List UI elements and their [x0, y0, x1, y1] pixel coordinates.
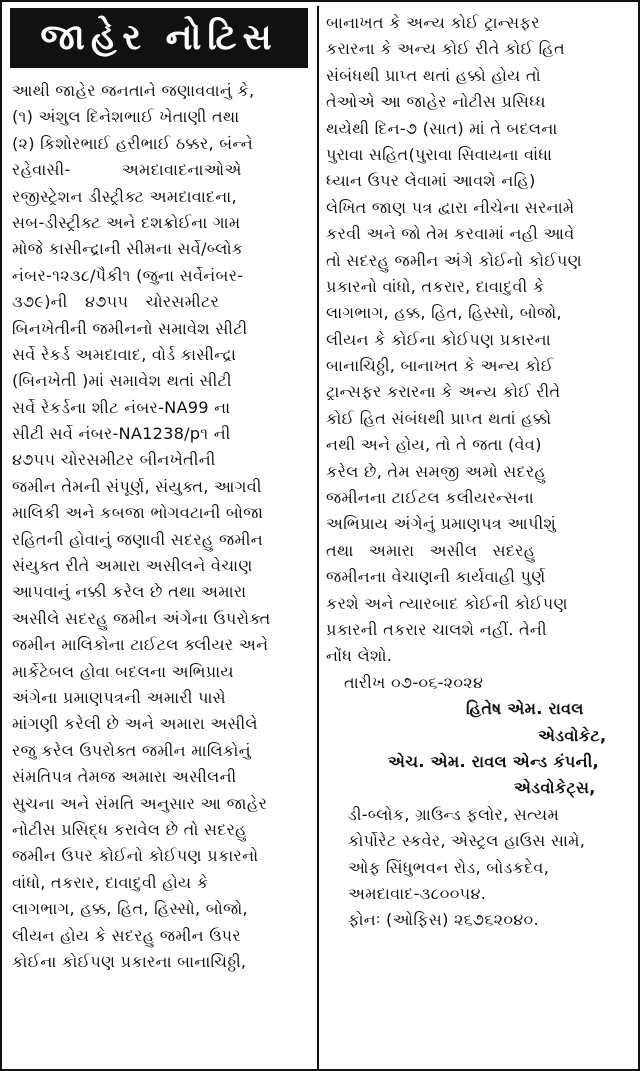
body-line: થયેથી દિન-૭ (સાત) માં તે બદલના: [326, 118, 558, 138]
office-phone: ફોનઃ (ઓફિસ) ૨૬૭૬૨૦૪૦.: [348, 910, 539, 930]
body-line: નથી અને હોય, તો તે જતા (વેવ): [326, 435, 542, 455]
notice-date: તારીખ ૦૭-૦૬-૨૦૨૪: [344, 672, 484, 692]
address-line: ડી-બ્લોક, ગ્રાઉન્ડ ફલોર, સત્યમ: [348, 804, 560, 824]
body-line: પ્રકારની તકરાર ચાલશે નહીં. તેની: [326, 619, 547, 639]
body-line: સીટી સર્વે નંબર-NA1238/p૧ ની: [12, 424, 231, 444]
body-line: (બિનખેતી )માં સમાવેશ થતાં સીટી: [12, 371, 232, 391]
body-line: જમીનના ટાઈટલ કલીયરન્સના: [326, 488, 534, 508]
body-line: લાગભાગ, હક્ક, હિત, હિસ્સો, બોજો,: [326, 303, 562, 323]
body-line: જમીન ઉપર કોઈનો કોઈપણ પ્રકારનો: [12, 846, 259, 866]
body-line: નંબર-૧૨૩૮/પૈકી૧ (જુના સર્વેનંબર-: [12, 265, 244, 285]
body-line: લેખિત જાણ પત્ર દ્વારા નીચેના સરનામે: [326, 197, 575, 217]
body-line: કોઈ હિત સંબંધથી પ્રાપ્ત થતાં હક્કો: [326, 408, 552, 428]
body-line: રજુ કરેલ ઉપરોક્ત જમીન માલિકોનું: [12, 740, 251, 760]
body-line: અભિપ્રાય અંગેનું પ્રમાણપત્ર આપીશું: [326, 514, 557, 534]
body-line: નોંધ લેશો.: [326, 646, 393, 666]
body-line: સંયુક્ત રીતે અમારા અસીલને વેચાણ: [12, 556, 253, 576]
body-line: કરારના કે અન્ય કોઈ રીતે કોઈ હિત: [326, 39, 565, 59]
body-line: માર્કેટેબલ હોવા બદલના અભિપ્રાય: [12, 661, 234, 681]
body-line: જમીન તેમની સંપૂર્ણ, સંયુક્ત, આગવી: [12, 476, 262, 496]
body-line: રહિતની હોવાનું જણાવી સદરહુ જમીન: [12, 529, 263, 549]
body-line: પ્રકારનો વાંધો, તકરાર, દાવાદુવી કે: [326, 276, 545, 296]
body-line: રહેવાસી- અમદાવાદનાઓએ: [12, 160, 242, 180]
body-line: બાનાચિઠ્ઠી, બાનાખત કે અન્ય કોઈ: [326, 356, 554, 376]
left-column: [12, 78, 312, 975]
notice-title: જાહેર નોટિસ: [40, 17, 278, 58]
body-line: જમીનના વેચાણની કાર્યવાહી પુર્ણ: [326, 567, 546, 587]
body-line: તથા અમારા અસીલ સદરહુ: [326, 540, 536, 560]
body-line: સુચના અને સંમતિ અનુસાર આ જાહેર: [12, 793, 268, 813]
body-line: કોઈના કોઈપણ પ્રકારના બાનાચિઠ્ઠી,: [12, 951, 247, 971]
right-column: [326, 10, 634, 934]
body-line: પુરાવા સહિત(પુરાવા સિવાયના વાંધા: [326, 144, 553, 164]
body-line: લીયન કે કોઈના કોઈપણ પ્રકારના: [326, 329, 551, 349]
body-line: (૨) કિશોરભાઈ હરીભાઈ ઠક્કર, બંન્ને: [12, 133, 253, 153]
body-line: કરવી અને જો તેમ કરવામાં નહી આવે: [326, 224, 575, 244]
body-line: માલિકી અને કબજા ભોગવટાની બોજા: [12, 503, 264, 523]
signatory-name: હિતેષ એમ. રાવલ: [466, 699, 584, 719]
column-divider: [317, 6, 319, 1069]
body-line: (૧) અંશુલ દિનેશભાઈ ખેતાણી તથા: [12, 107, 240, 127]
body-line: મોજે કાસીન્દ્રાની સીમના સર્વે/બ્લોક: [12, 239, 244, 259]
notice-title-banner: [10, 8, 308, 68]
body-line: બાનાખત કે અન્ય કોઈ ટ્રાન્સફર: [326, 13, 540, 32]
body-line: તો સદરહુ જમીન અંગે કોઈનો કોઈપણ: [326, 250, 582, 270]
body-line: ધ્યાન ઉપર લેવામાં આવશે નહિ): [326, 171, 536, 191]
body-line: નોટીસ પ્રસિદ્ધ કરાવેલ છે તો સદરહુ: [12, 819, 247, 839]
body-line: ટ્રાન્સફર કરારના કે અન્ય કોઈ રીતે: [326, 382, 561, 402]
body-line: આપવાનું નક્કી કરેલ છે તથા અમારા: [12, 582, 247, 602]
body-line: જમીન માલિકોના ટાઈટલ ક્લીયર અને: [12, 635, 269, 655]
body-line: અસીલે સદરહુ જમીન અંગેના ઉપરોક્ત: [12, 608, 271, 628]
body-line: સર્વે રેકર્ડ અમદાવાદ, વોર્ડ કાસીન્દ્રા: [12, 344, 237, 364]
signatory-firm: એચ. એમ. રાવલ એન્ડ કંપની,: [388, 751, 599, 771]
body-line: તેઓએ આ જાહેર નોટીસ પ્રસિધ્ધ: [326, 92, 546, 112]
body-line: કરશે અને ત્યારબાદ કોઈની કોઈપણ: [326, 593, 568, 613]
body-line: અંગેના પ્રમાણપત્રની અમારી પાસે: [12, 687, 226, 707]
body-line: આથી જાહેર જનતાને જણાવવાનું કે,: [12, 81, 255, 100]
address-line: અમદાવાદ-૩૮૦૦૫૪.: [348, 883, 487, 903]
body-line: વાંધો, તકરાર, દાવાદુવી હોય કે: [12, 872, 209, 892]
body-line: સર્વે રેકર્ડના શીટ નંબર-NA99 ના: [12, 397, 231, 417]
body-line: કરેલ છે, તેમ સમજી અમો સદરહુ: [326, 461, 547, 481]
address-line: ઓફ સિંધુભવન રોડ, બોડકદેવ,: [348, 857, 550, 877]
body-line: લાગભાગ, હક્ક, હિત, હિસ્સો, બોજો,: [12, 899, 248, 919]
signatory-firm-role: એડવોકેટ્સ,: [514, 778, 596, 798]
body-line: માંગણી કરેલી છે અને અમારા અસીલે: [12, 714, 258, 734]
body-line: ૪૭૫૫ ચોરસમીટર બીનખેતીની: [12, 450, 216, 470]
body-line: ૩૭૯)ની ૪૭૫૫ ચોરસમીટર: [12, 292, 220, 312]
body-line: સંમતિપત્ર તેમજ અમારા અસીલની: [12, 767, 237, 787]
body-line: લીયન હોય કે સદરહુ જમીન ઉપર: [12, 925, 241, 945]
body-line: બિનખેતીની જમીનનો સમાવેશ સીટી: [12, 318, 248, 338]
body-line: સંબંધથી પ્રાપ્ત થતાં હક્કો હોય તો: [326, 65, 541, 85]
address-line: કોર્પોરેટ સ્કવેર, એસ્ટ્રલ હાઉસ સામે,: [348, 831, 586, 851]
body-line: સબ-ડીસ્ટ્રીક્ટ અને દશક્રોઈના ગામ: [12, 212, 241, 232]
signatory-role: એડવોકેટ,: [538, 725, 607, 745]
body-line: રજીસ્ટ્રેશન ડીસ્ટ્રીક્ટ અમદાવાદના,: [12, 186, 237, 206]
